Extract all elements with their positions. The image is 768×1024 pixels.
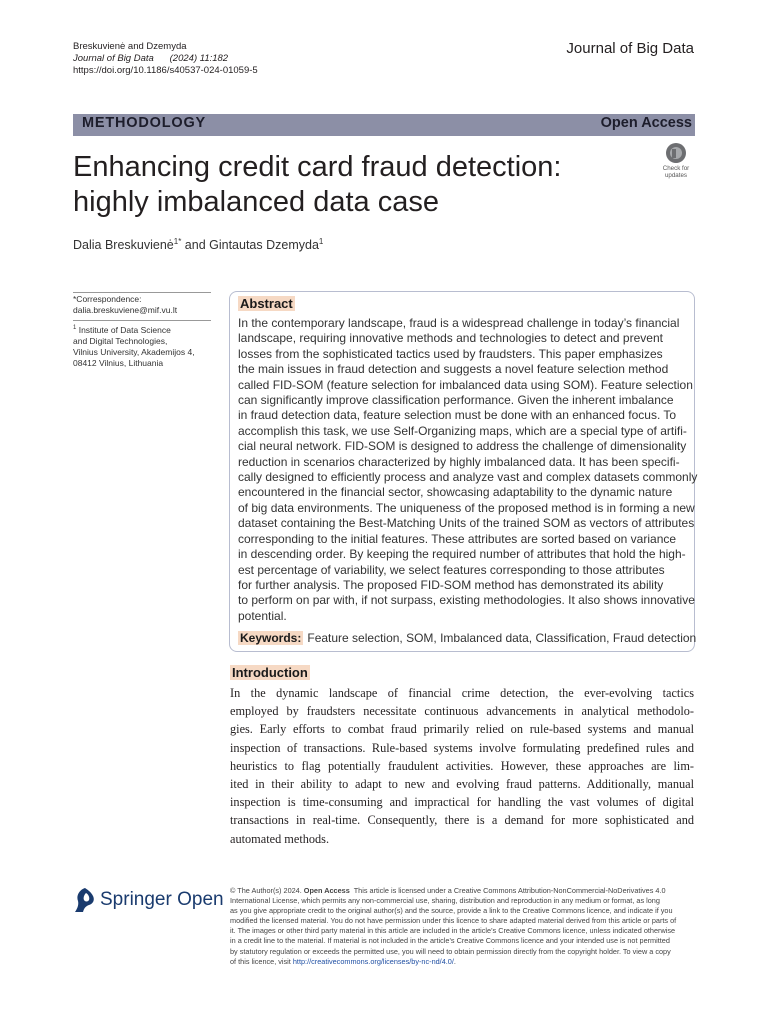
keywords-label: Keywords: — [240, 631, 302, 645]
abstract-line: losses from the sophisticated tactics used by fraudsters. This paper emphasizes — [238, 346, 663, 361]
license-last-suffix: . — [453, 956, 456, 966]
abstract-heading: Abstract — [240, 296, 293, 311]
abstract-line: accomplish this task, we use Self-Organizing maps, which are a special type of artifi- — [238, 423, 687, 438]
correspondence-email[interactable]: dalia.breskuviene@mif.vu.lt — [73, 305, 178, 315]
abstract-line: cial neural network. FID-SOM is designed to address the challenge of dimensionality — [238, 439, 687, 454]
license-open-access: Open Access — [303, 886, 350, 895]
springer-open-wordmark — [100, 889, 224, 911]
abstract-line: encountered in the financial sector, showcasing adaptability to the dynamic nature — [238, 485, 673, 500]
affiliation-line: Institute of Data Science — [78, 324, 171, 335]
affiliation-block — [73, 323, 211, 369]
abstract-line: can significantly improve classification performance. Given the inherent imbalance — [238, 393, 674, 408]
introduction-text — [230, 684, 694, 848]
license-line: modified the licensed material. You do not have permission under this licence to share adapted material derived from this article or parts of — [230, 916, 677, 926]
license-line: in a credit line to the material. If material is not included in the article’s Creative Commons licence and your intended use is not permitted — [230, 936, 670, 946]
abstract-line: of big data environments. The uniqueness of the proposed method is in forming a new — [238, 500, 695, 515]
article-title — [73, 150, 613, 220]
abstract-line: landscape, requiring innovative methods and technologies to detect and prevent — [238, 331, 663, 346]
journal-citation — [73, 53, 258, 65]
abstract-line: called FID-SOM (feature selection for imbalanced data using SOM). Feature selection — [238, 377, 693, 392]
abstract-line: to perform on par with, if not surpass, existing methodologies. It also shows innovative — [238, 593, 695, 608]
springer-horse-icon — [73, 886, 97, 919]
journal-cite-info: (2024) 11:182 — [169, 53, 229, 64]
keywords-row — [238, 631, 696, 645]
copyright-notice: © The Author(s) 2024. — [230, 886, 302, 895]
abstract-line: est percentage of variability, we select features corresponding to those attributes — [238, 562, 665, 577]
affiliation-mark: 1 — [73, 325, 77, 331]
svg-text:updates: updates — [664, 172, 688, 179]
affiliation-line: Vilnius University, Akademijos 4, — [73, 346, 195, 357]
abstract-line: in fraud detection data, feature selection must be done with an enhanced focus. To — [238, 408, 677, 423]
author-affiliation-mark: 1 — [318, 237, 324, 246]
author-separator: and — [181, 238, 210, 253]
license-line: This article is licensed under a Creative Commons Attribution-NonCommercial-NoDerivatives 4.0 — [353, 886, 666, 895]
abstract-line: cally designed to efficiently process and analyze vast and complex datasets commonly — [238, 470, 698, 485]
abstract-line: in descending order. By keeping the required number of attributes that hold the high- — [238, 547, 686, 562]
sidebar-divider — [73, 320, 211, 321]
introduction-line: gies. Early efforts to combat fraud primarily relied on rule-based systems and manual — [230, 722, 694, 737]
correspondence-block — [73, 294, 211, 316]
doi-link[interactable]: https://doi.org/10.1186/s40537-024-01059-5 — [73, 65, 258, 76]
correspondence-label: *Correspondence: — [73, 294, 142, 304]
title-line: highly imbalanced data case — [73, 186, 439, 218]
springer-word: Springer — [100, 889, 172, 910]
license-line: it. The images or other third party material in this article are included in the article’s Creative Commons licence, unless indicated otherwise — [230, 926, 676, 936]
running-header — [73, 41, 258, 77]
svg-text:Check for: Check for — [662, 165, 690, 172]
abstract-line: reduction in scenarios characterized by highly imbalanced data. It has been specifi- — [238, 454, 680, 469]
abstract-line: potential. — [238, 608, 287, 623]
license-line-last — [230, 957, 696, 967]
affiliation-line: and Digital Technologies, — [73, 335, 168, 346]
introduction-line: heuristics to flag potentially fraudulent activities. However, these approaches are lim- — [230, 758, 694, 773]
introduction-line: inspection is time-consuming and impractical for handling the vast volumes of digital — [230, 795, 694, 810]
abstract-line: the main issues in fraud detection and suggests a novel feature selection method — [238, 362, 669, 377]
abstract-line: dataset containing the Best-Matching Units of the trained SOM as vectors of attributes — [238, 516, 695, 531]
license-last-prefix: of this licence, visit — [230, 956, 291, 966]
abstract-line: corresponding to the initial features. These attributes are sorted based on variance — [238, 531, 677, 546]
author-name[interactable]: Gintautas Dzemyda — [209, 238, 319, 253]
license-url-link[interactable]: http://creativecommons.org/licenses/by-nc-nd/4.0/ — [292, 956, 454, 966]
check-updates-icon — [656, 140, 696, 180]
license-line: as you give appropriate credit to the original author(s) and the source, provide a link to the Creative Commons licence, and indicate if you — [230, 906, 673, 916]
license-line: by statutory regulation or exceeds the permitted use, you will need to obtain permission directly from the copyright holder. To view a copy — [230, 946, 671, 956]
journal-cite-name: Journal of Big Data — [73, 53, 154, 64]
journal-name: Journal of Big Data — [566, 40, 694, 57]
introduction-line: ited in their ability to adapt to new and evolving fraud patterns. Additionally, manual — [230, 777, 694, 792]
introduction-heading: Introduction — [232, 665, 308, 680]
license-line-first — [230, 886, 696, 896]
affiliation-line: 08412 Vilnius, Lithuania — [73, 357, 164, 368]
license-text — [230, 886, 696, 967]
introduction-line: transactions in real-time. Consequently, there is a demand for more sophisticated and — [230, 813, 694, 828]
title-line: Enhancing credit card fraud detection: — [73, 151, 562, 183]
introduction-line: In the dynamic landscape of financial crime detection, the ever-evolving tactics — [230, 686, 694, 700]
author-name[interactable]: Dalia Breskuvienė — [73, 238, 174, 253]
license-line: International License, which permits any non-commercial use, sharing, distribution and reproduction in any medium or format, as long — [230, 896, 660, 906]
introduction-line: employed by fraudsters necessitate continuous advancements in analytical methodolo- — [230, 704, 694, 719]
open-word: Open — [177, 889, 224, 910]
abstract-line: In the contemporary landscape, fraud is a widespread challenge in today’s financial — [238, 316, 680, 330]
open-access-label: Open Access — [600, 115, 692, 131]
abstract-line: for further analysis. The proposed FID-SOM method has demonstrated its ability — [238, 577, 664, 592]
section-label: METHODOLOGY — [82, 115, 206, 131]
check-for-updates-badge[interactable] — [656, 140, 696, 180]
author-affiliation-mark: 1* — [173, 237, 182, 246]
keywords-list: Feature selection, SOM, Imbalanced data, Classification, Fraud detection — [307, 631, 697, 645]
abstract-text — [238, 316, 698, 624]
introduction-line: automated methods. — [230, 831, 330, 846]
sidebar-divider — [73, 292, 211, 293]
introduction-line: inspection of transactions. Rule-based systems involve formulating predefined rules and — [230, 740, 694, 755]
author-list — [73, 237, 323, 252]
authors-short: Breskuvienė and Dzemyda — [73, 41, 187, 52]
